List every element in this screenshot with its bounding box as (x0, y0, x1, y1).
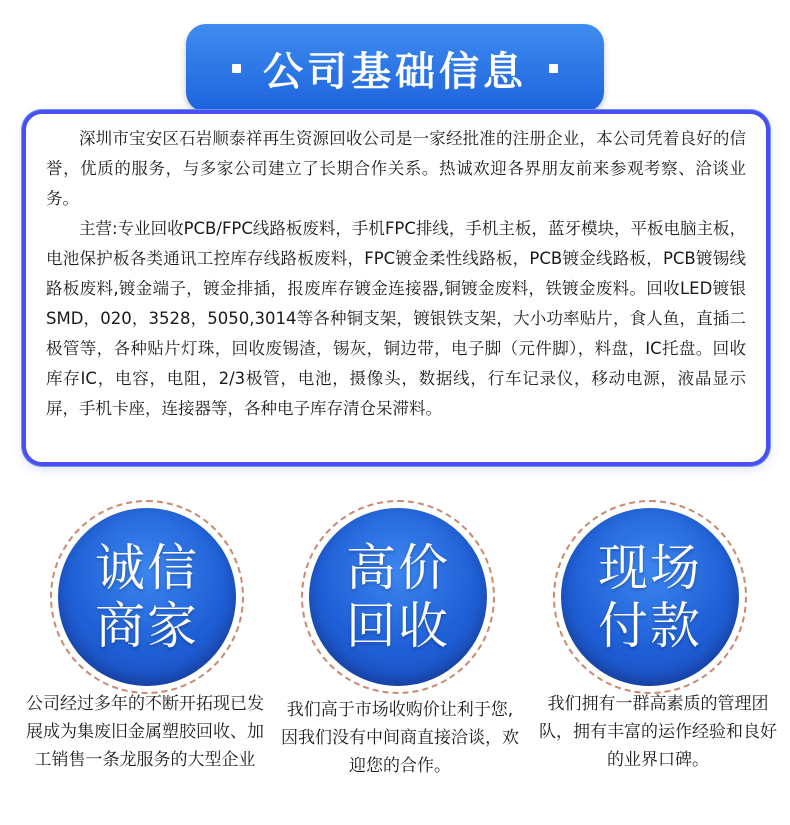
feature-badge (309, 508, 487, 686)
feature-ring (553, 500, 747, 694)
feature-badge (561, 508, 739, 686)
feature-description: 我们高于市场收购价让利于您,因我们没有中间商直接洽谈，欢迎您的合作。 (281, 700, 519, 776)
feature-title-line2: 回收 (346, 597, 450, 655)
company-info-box (22, 110, 770, 466)
feature-title-line1: 现场 (598, 539, 702, 597)
feature-title-line2: 商家 (95, 597, 199, 655)
feature-onsite-payment (539, 500, 777, 770)
feature-description: 公司经过多年的不断开拓现已发展成为集废旧金属塑胶回收、加工销售一条龙服务的大型企业 (26, 694, 264, 770)
title-banner (186, 24, 604, 112)
intro-paragraph: 深圳市宝安区石岩顺泰祥再生资源回收公司是一家经批准的注册企业，本公司凭着良好的信誉，优质的服务，与多家公司建立了长期合作关系。热诚欢迎各界朋友前来参观考察、洽谈业务。 (46, 129, 746, 208)
bullet-dot-right (549, 64, 558, 73)
business-paragraph: 主营:专业回收PCB/FPC线路板废料，手机FPC排线，手机主板，蓝牙模块，平板电脑主板，电池保护板各类通讯工控库存线路板废料，FPC镀金柔性线路板，PCB镀金线路板，PCB镀锡线路板废料,镀金端子，镀金排插，报废库存镀金连接器,铜镀金废料，铁镀金废料。回收LED镀银SMD，020，3528，5050,3014等各种铜支架，镀银铁支架，大小功率贴片，食人鱼，直插二极管等，各种贴片灯珠，回收废锡渣，锡灰，铜边带，电子脚（元件脚），料盘，IC托盘。回收库存IC，电容，电阻，2/3极管，电池，摄像头，数据线，行车记录仪，移动电源，液晶显示屏，手机卡座，连接器等，各种电子库存清仓呆滞料。 (46, 219, 746, 418)
bullet-dot-left (232, 64, 241, 73)
feature-high-price (281, 500, 519, 776)
feature-title-line1: 诚信 (95, 539, 199, 597)
feature-integrity (26, 500, 264, 770)
feature-title-line2: 付款 (598, 597, 702, 655)
feature-badge (58, 508, 236, 686)
page-title: 公司基础信息 (263, 48, 527, 95)
feature-ring (50, 500, 244, 694)
feature-description: 我们拥有一群高素质的管理团队，拥有丰富的运作经验和良好的业界口碑。 (539, 694, 777, 770)
feature-ring (301, 500, 495, 694)
feature-title-line1: 高价 (346, 539, 450, 597)
